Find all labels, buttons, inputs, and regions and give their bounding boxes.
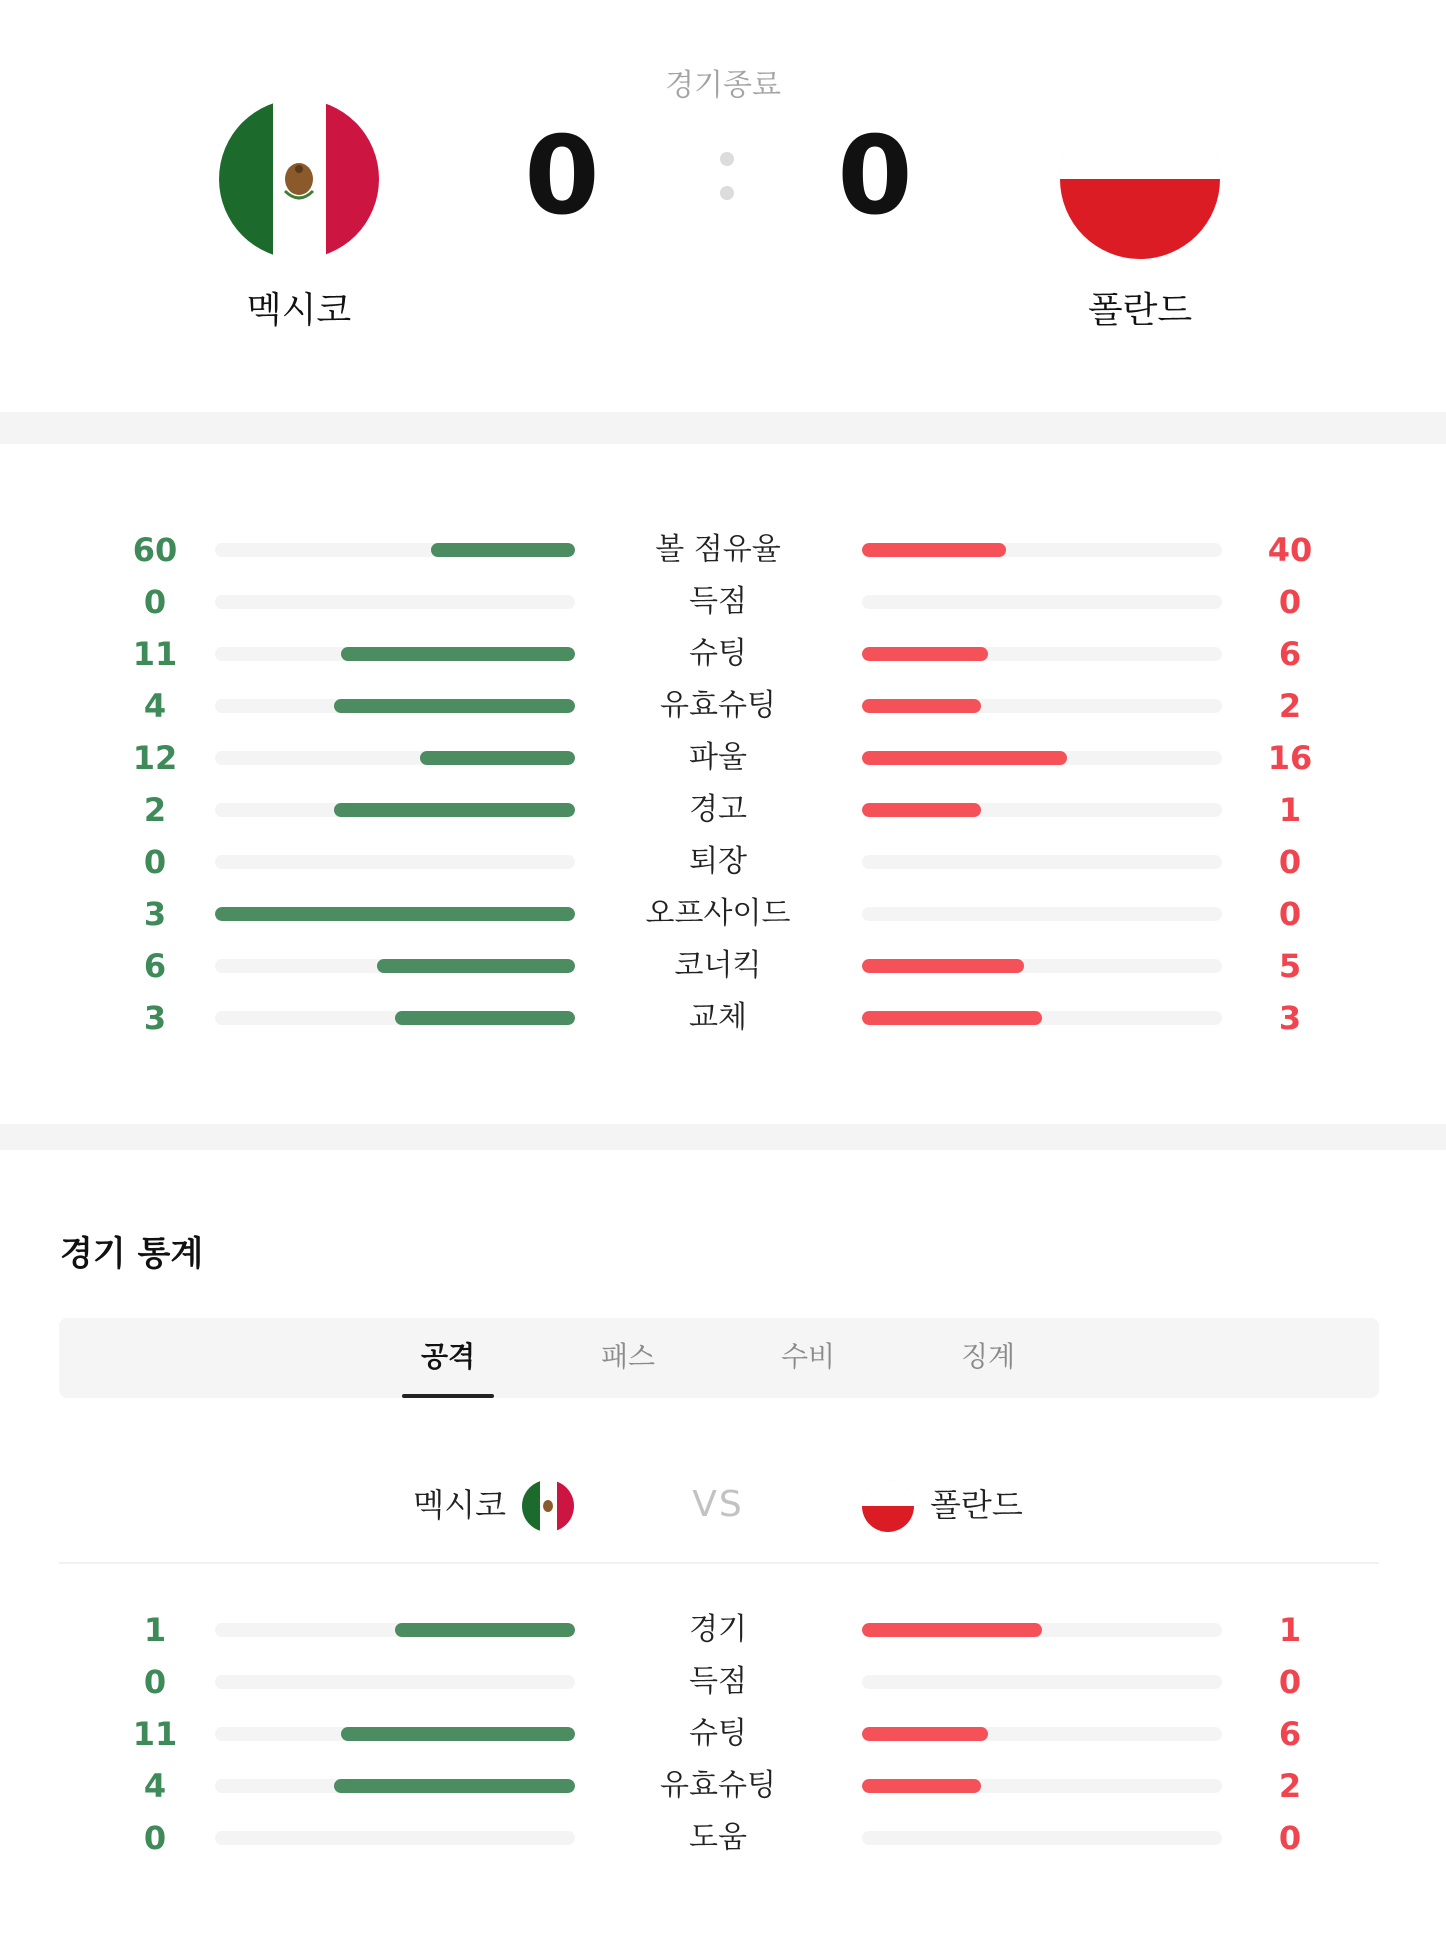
home-stat-bar (215, 1623, 575, 1637)
home-stat-value: 0 (143, 583, 167, 621)
stat-row (0, 888, 1446, 940)
away-stat-bar-fill (862, 959, 1024, 973)
home-stat-bar-fill (341, 1727, 575, 1741)
stat-label: 슈팅 (689, 636, 747, 671)
poland-flag-icon (1060, 99, 1220, 259)
away-stat-bar-fill (862, 699, 981, 713)
away-stat-bar-fill (862, 543, 1006, 557)
away-stat-bar (862, 751, 1222, 765)
stat-row (0, 524, 1446, 576)
home-stat-bar (215, 699, 575, 713)
home-stat-bar (215, 1831, 575, 1845)
home-stat-value: 12 (132, 739, 178, 777)
home-stat-bar (215, 907, 575, 921)
home-stat-bar-fill (420, 751, 575, 765)
mexico-flag-icon (219, 99, 379, 259)
divider-line (59, 1562, 1379, 1564)
attack-stats (0, 1604, 1446, 1864)
vs-away-team-name: 폴란드 (930, 1486, 1023, 1524)
home-stat-bar (215, 1727, 575, 1741)
away-stat-bar-fill (862, 751, 1067, 765)
tab-defense[interactable]: 수비 (780, 1340, 836, 1373)
home-stat-value: 11 (132, 1715, 178, 1753)
away-stat-bar (862, 803, 1222, 817)
away-stat-value: 2 (1278, 687, 1302, 725)
stat-row (0, 732, 1446, 784)
stat-row (0, 784, 1446, 836)
away-stat-bar (862, 855, 1222, 869)
stat-label: 오프사이드 (645, 896, 791, 931)
home-stat-bar (215, 855, 575, 869)
away-stat-bar (862, 1623, 1222, 1637)
stat-label: 파울 (689, 740, 747, 775)
stat-label: 퇴장 (689, 844, 747, 879)
stat-row (0, 680, 1446, 732)
home-stat-bar-fill (341, 647, 575, 661)
poland-flag-icon (862, 1480, 914, 1532)
away-stat-value: 16 (1267, 739, 1313, 777)
home-stat-bar-fill (334, 1779, 575, 1793)
stat-row (0, 992, 1446, 1044)
stat-row (0, 940, 1446, 992)
home-stat-bar (215, 1675, 575, 1689)
away-stat-value: 1 (1278, 1611, 1302, 1649)
home-stat-bar (215, 1011, 575, 1025)
away-stat-bar-fill (862, 1011, 1042, 1025)
stat-label: 경기 (689, 1612, 747, 1647)
match-status: 경기종료 (665, 68, 781, 103)
home-stat-bar (215, 803, 575, 817)
away-stat-bar-fill (862, 647, 988, 661)
stat-label: 볼 점유율 (655, 532, 781, 567)
stat-label: 득점 (689, 584, 747, 619)
stat-label: 득점 (689, 1664, 747, 1699)
home-stat-bar-fill (395, 1623, 575, 1637)
away-stat-value: 6 (1278, 1715, 1302, 1753)
away-stat-bar-fill (862, 1779, 981, 1793)
tab-attack[interactable]: 공격 (378, 1318, 518, 1398)
stat-row (0, 1604, 1446, 1656)
away-stat-bar (862, 959, 1222, 973)
away-stat-bar (862, 543, 1222, 557)
home-stat-bar (215, 543, 575, 557)
away-stat-bar-fill (862, 1623, 1042, 1637)
score-separator (720, 152, 734, 220)
away-stat-value: 3 (1278, 999, 1302, 1037)
away-stat-bar-fill (862, 803, 981, 817)
home-stat-bar (215, 1779, 575, 1793)
stat-label: 유효슈팅 (660, 688, 776, 723)
away-stat-bar (862, 699, 1222, 713)
away-stat-value: 0 (1278, 583, 1302, 621)
home-stat-bar-fill (431, 543, 575, 557)
stat-row (0, 1708, 1446, 1760)
stat-row (0, 1812, 1446, 1864)
home-stat-value: 3 (143, 895, 167, 933)
home-stat-value: 4 (143, 1767, 167, 1805)
home-stat-value: 1 (143, 1611, 167, 1649)
versus-row (0, 1470, 1446, 1540)
away-stat-value: 0 (1278, 895, 1302, 933)
stat-row (0, 1656, 1446, 1708)
stat-row (0, 1760, 1446, 1812)
stat-label: 교체 (689, 1000, 747, 1035)
home-stat-value: 6 (143, 947, 167, 985)
home-stat-value: 4 (143, 687, 167, 725)
mexico-flag-icon (522, 1480, 574, 1532)
home-stat-bar-fill (395, 1011, 575, 1025)
away-stat-value: 6 (1278, 635, 1302, 673)
away-stat-bar (862, 595, 1222, 609)
away-stat-bar (862, 907, 1222, 921)
away-stat-bar (862, 1779, 1222, 1793)
stats-tabs (59, 1318, 1379, 1398)
stat-row (0, 576, 1446, 628)
vs-home-team-name: 멕시코 (413, 1486, 506, 1524)
away-stat-value: 0 (1278, 1819, 1302, 1857)
section-divider (0, 412, 1446, 444)
home-stat-value: 0 (143, 1819, 167, 1857)
home-stat-bar (215, 647, 575, 661)
away-stat-bar (862, 1831, 1222, 1845)
away-stat-value: 5 (1278, 947, 1302, 985)
vs-label: VS (692, 1484, 744, 1525)
tab-pass[interactable]: 패스 (600, 1340, 656, 1373)
tab-discipline[interactable]: 징계 (960, 1340, 1016, 1373)
home-stat-bar-fill (215, 907, 575, 921)
stat-label: 유효슈팅 (660, 1768, 776, 1803)
section-divider (0, 1124, 1446, 1150)
stat-row (0, 628, 1446, 680)
home-stat-bar (215, 959, 575, 973)
home-team-name: 멕시코 (246, 290, 352, 331)
away-stat-bar (862, 1675, 1222, 1689)
stat-label: 슈팅 (689, 1716, 747, 1751)
match-header (0, 0, 1446, 412)
home-stat-bar-fill (377, 959, 575, 973)
away-stat-value: 0 (1278, 843, 1302, 881)
away-stat-bar-fill (862, 1727, 988, 1741)
stat-label: 코너킥 (674, 948, 762, 983)
home-stat-value: 0 (143, 843, 167, 881)
section-title: 경기 통계 (60, 1234, 204, 1274)
stat-label: 경고 (689, 792, 747, 827)
home-stat-value: 11 (132, 635, 178, 673)
home-stat-value: 3 (143, 999, 167, 1037)
away-stat-value: 2 (1278, 1767, 1302, 1805)
home-stat-bar (215, 595, 575, 609)
away-stat-bar (862, 1727, 1222, 1741)
away-stat-value: 1 (1278, 791, 1302, 829)
home-stat-value: 0 (143, 1663, 167, 1701)
home-stat-value: 60 (132, 531, 178, 569)
away-score: 0 (837, 114, 913, 239)
home-score: 0 (524, 114, 600, 239)
home-stat-bar-fill (334, 803, 575, 817)
home-stat-bar (215, 751, 575, 765)
away-stat-bar (862, 647, 1222, 661)
stat-label: 도움 (689, 1820, 747, 1855)
home-stat-value: 2 (143, 791, 167, 829)
away-stat-value: 40 (1267, 531, 1313, 569)
stat-row (0, 836, 1446, 888)
summary-stats (0, 524, 1446, 1044)
away-stat-value: 0 (1278, 1663, 1302, 1701)
home-stat-bar-fill (334, 699, 575, 713)
away-team-name: 폴란드 (1087, 290, 1193, 331)
away-stat-bar (862, 1011, 1222, 1025)
